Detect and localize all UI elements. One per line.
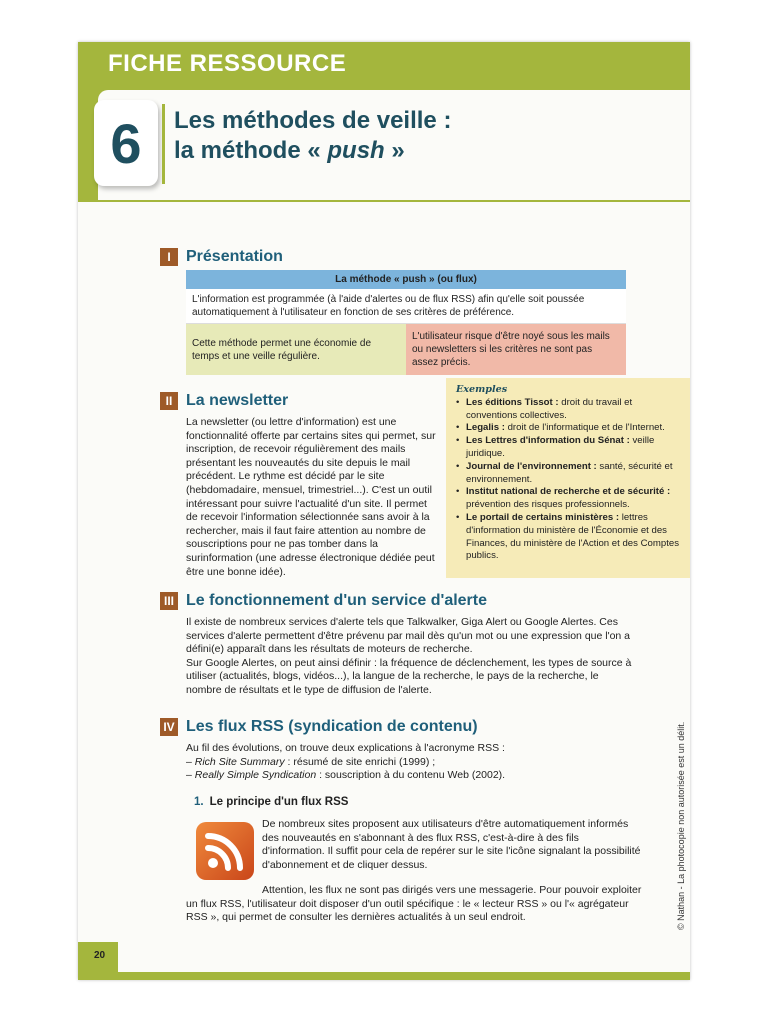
example-item: • Les Lettres d'information du Sénat : veille juridique. [456,435,680,461]
alert-text [186,616,636,698]
example-item: • Journal de l'environnement : santé, sécurité et environnement. [456,461,680,487]
copyright-notice: © Nathan - La photocopie non autorisée est un délit. [676,721,686,930]
newsletter-text: La newsletter (ou lettre d'information) est une fonctionnalité offerte par certains sites qui permet, sur inscription, de recevoir régulièrement des mails présentant les nouveautés du site depuis le mail précédent. Le rythme est décidé par le site (hebdomadaire, mensuel, trimestriel...). C'est un outil intéressant pour suivre l'actualité d'un site. Il permet de recevoir l'information sélectionnée sans avoir à la rechercher, mais il faut faire attention au nombre de souscriptions pour ne pas tomber dans la surinformation (une adresse électronique dédiée peut être une bonne idée). [186,416,436,578]
subsection-number: 1. [194,796,204,808]
section-title: La newsletter [186,392,289,409]
table-pros-cons [186,324,626,375]
subsection-title: Le principe d'un flux RSS [209,796,349,808]
rss-principle-paragraph-1: De nombreux sites proposent aux utilisateurs d'être automatiquement informés des nouveautés en s'abonnant à des flux RSS, c'est-à-dire à des fils d'information. Il suffit pour cela de repérer sur le site l'icône signalant la possibilité d'abonnement et de cliquer dessus. [262,818,641,871]
section-title: Présentation [186,248,283,265]
table-advantage: Cette méthode permet une économie de temps et une veille régulière. [186,324,406,375]
alert-paragraph-1: Il existe de nombreux services d'alerte tels que Talkwalker, Giga Alert ou Google Alertes. Ces services d'alerte permettent d'être prévenu par mail dès qu'un mot ou une expression que l'on a défini(e) apparaît dans les résultats de moteurs de recherche. [186,616,631,656]
example-item: • Le portail de certains ministères : lettres d'information du ministère de l'Économie et des Finances, du ministère de l'Action et des Comptes publics. [456,512,680,563]
table-definition: L'information est programmée (à l'aide d'alertes ou de flux RSS) afin qu'elle soit poussée automatiquement à l'utilisateur en fonction de ses critères de préférence. [186,289,626,324]
subsection-heading [194,796,348,808]
document-page [78,42,690,980]
sheet-number: 6 [94,100,158,186]
section-number: III [160,592,178,610]
push-method-table [186,270,626,375]
page-title [174,106,451,166]
section-number: I [160,248,178,266]
alert-paragraph-2: Sur Google Alertes, on peut ainsi définir : la fréquence de déclenchement, les types de source à utiliser (actualités, blogs, vidéos...), la langue de la recherche, le pays de la recherche, le nombre de résultats et le type de diffusion de l'alerte. [186,656,632,696]
section-title: Le fonctionnement d'un service d'alerte [186,592,488,609]
title-divider [162,104,165,184]
title-line-1: Les méthodes de veille : [174,107,452,134]
section-alert-heading [160,592,487,610]
rss-principle-paragraph-2: Attention, les flux ne sont pas dirigés vers une messagerie. Pour pouvoir exploiter un flux RSS, l'utilisateur doit disposer d'un outil spécifique : le « lecteur RSS » ou l'« agrégateur RSS », qui permet de consulter les dernières actualités à un seul endroit. [186,884,642,924]
example-item: • Les éditions Tissot : droit du travail et conventions collectives. [456,397,680,423]
section-label: FICHE RESSOURCE [108,50,347,77]
examples-title: Exemples [456,384,508,395]
section-rss-heading [160,718,478,736]
rss-definition-1: – Rich Site Summary : résumé de site enrichi (1999) ; [186,755,436,768]
rss-intro-line: Au fil des évolutions, on trouve deux explications à l'acronyme RSS : [186,742,505,754]
footer-band [78,942,690,980]
example-item: • Institut national de recherche et de sécurité : prévention des risques professionnels. [456,486,680,512]
title-line-2: la méthode « push » [174,137,405,164]
section-number: II [160,392,178,410]
table-drawback: L'utilisateur risque d'être noyé sous les mails ou newsletters si les critères ne sont pas assez précis. [406,324,626,375]
rss-definition-2: – Really Simple Syndication : souscription à du contenu Web (2002). [186,769,506,782]
rss-feed-icon [196,822,254,880]
rss-intro [186,742,626,783]
section-number: IV [160,718,178,736]
table-header: La méthode « push » (ou flux) [186,270,626,289]
section-newsletter-heading [160,392,288,410]
section-title: Les flux RSS (syndication de contenu) [186,718,478,735]
example-item: • Legalis : droit de l'informatique et de l'Internet. [456,422,680,435]
page-number: 20 [94,950,106,961]
section-presentation-heading [160,248,283,266]
examples-box [446,378,690,578]
